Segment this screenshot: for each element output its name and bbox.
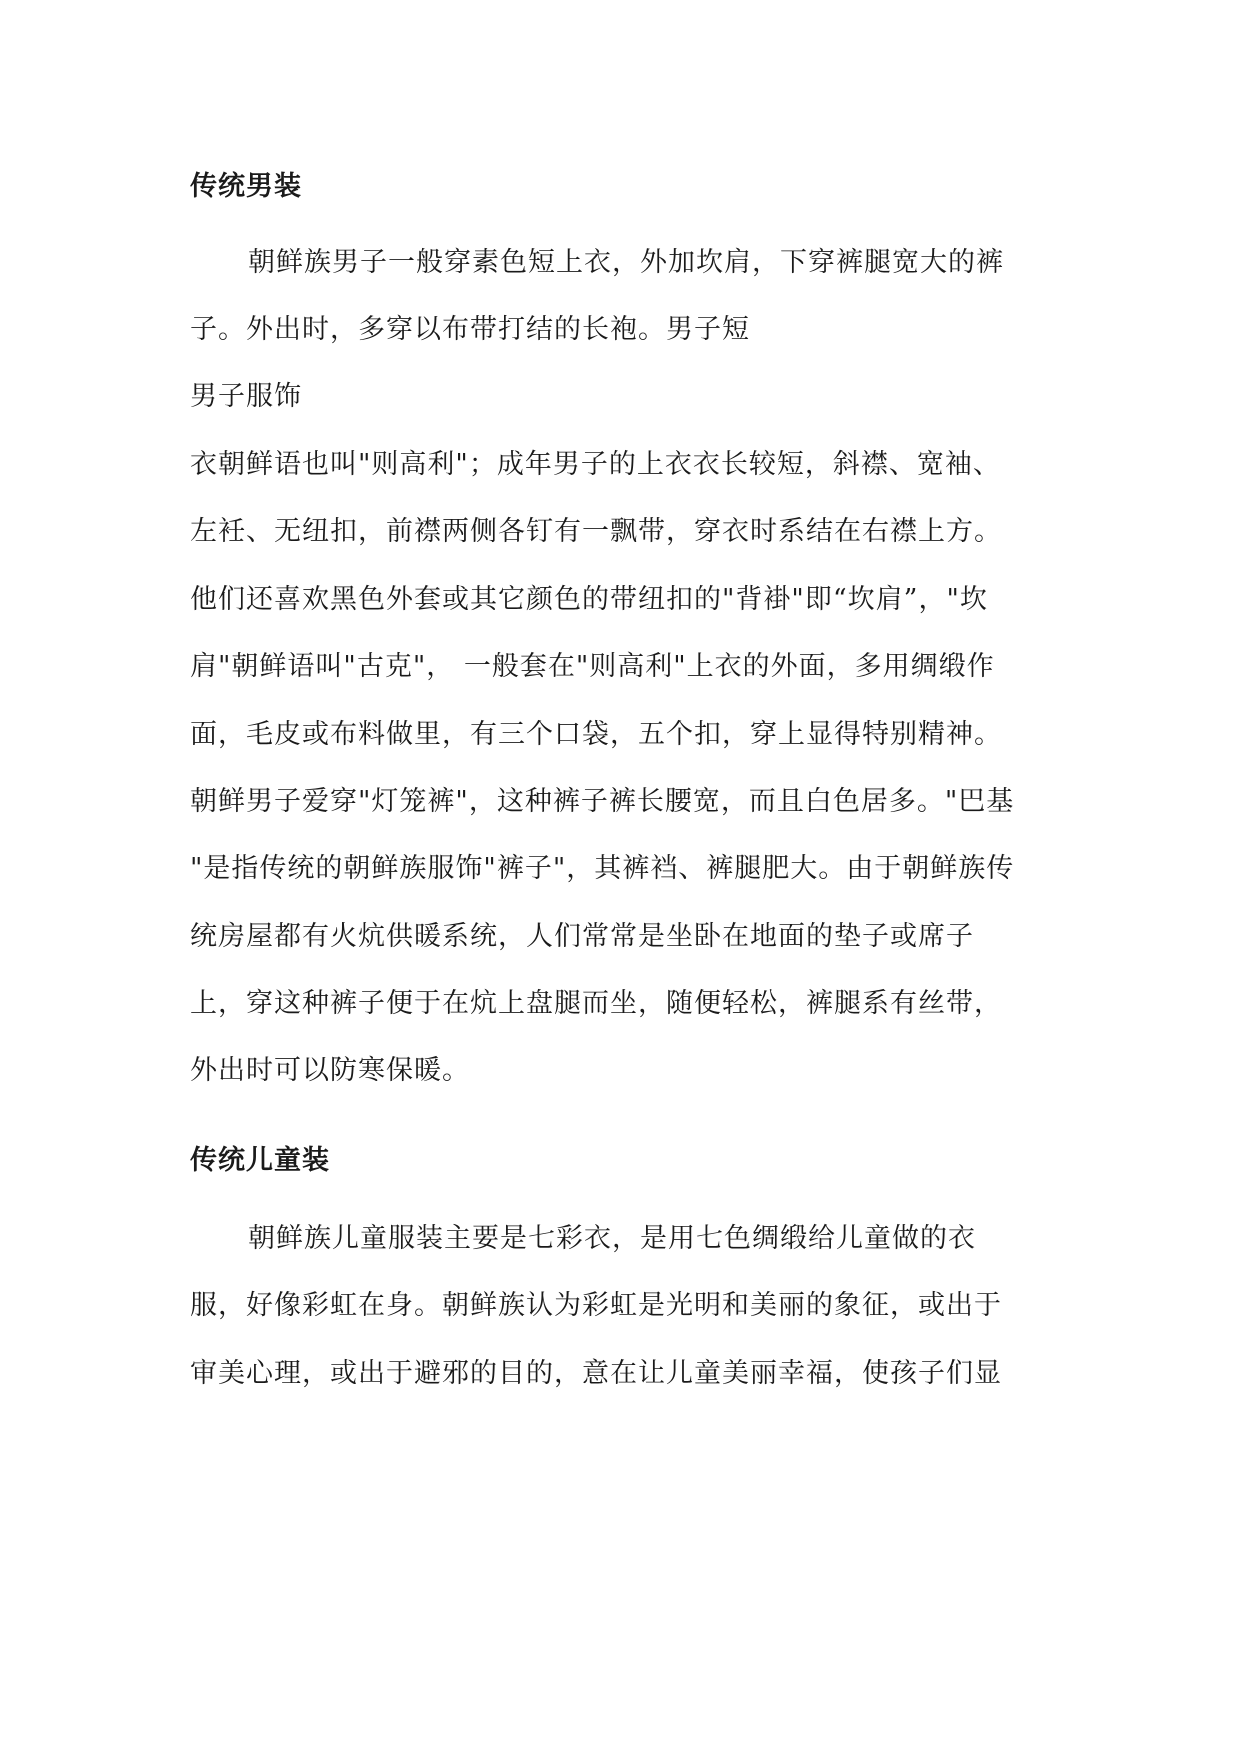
paragraph-line: 朝鲜族男子一般穿素色短上衣，外加坎肩，下穿裤腿宽大的裤	[248, 247, 1004, 278]
paragraph-line: 审美心理，或出于避邪的目的，意在让儿童美丽幸福，使孩子们显	[190, 1358, 1002, 1389]
inline-caption: 男子服饰	[190, 381, 302, 412]
section-heading-mens-wear: 传统男装	[190, 171, 302, 202]
paragraph-line: 面，毛皮或布料做里，有三个口袋，五个扣，穿上显得特别精神。	[190, 719, 1002, 750]
paragraph-line: 朝鲜男子爱穿"灯笼裤"，这种裤子裤长腰宽，而且白色居多。"巴基	[190, 786, 1015, 817]
paragraph-line: "是指传统的朝鲜族服饰"裤子"，其裤裆、裤腿肥大。由于朝鲜族传	[190, 853, 1015, 884]
paragraph-line: 肩"朝鲜语叫"古克"， 一般套在"则高利"上衣的外面，多用绸缎作	[190, 651, 995, 682]
paragraph-line: 外出时可以防寒保暖。	[190, 1055, 470, 1086]
paragraph-line: 朝鲜族儿童服装主要是七彩衣，是用七色绸缎给儿童做的衣	[248, 1223, 976, 1254]
paragraph-line: 服，好像彩虹在身。朝鲜族认为彩虹是光明和美丽的象征，或出于	[190, 1290, 1002, 1321]
paragraph-line: 上，穿这种裤子便于在炕上盘腿而坐，随便轻松，裤腿系有丝带，	[190, 988, 1002, 1019]
paragraph-line: 子。外出时，多穿以布带打结的长袍。男子短	[190, 314, 750, 345]
paragraph-line: 他们还喜欢黑色外套或其它颜色的带纽扣的"背褂"即“坎肩”，"坎	[190, 584, 988, 615]
paragraph-line: 衣朝鲜语也叫"则高利"；成年男子的上衣衣长较短，斜襟、宽袖、	[190, 449, 1001, 480]
section-heading-childrens-wear: 传统儿童装	[190, 1145, 330, 1176]
paragraph-line: 统房屋都有火炕供暖系统，人们常常是坐卧在地面的垫子或席子	[190, 921, 974, 952]
paragraph-line: 左衽、无纽扣，前襟两侧各钉有一飘带，穿衣时系结在右襟上方。	[190, 516, 1002, 547]
